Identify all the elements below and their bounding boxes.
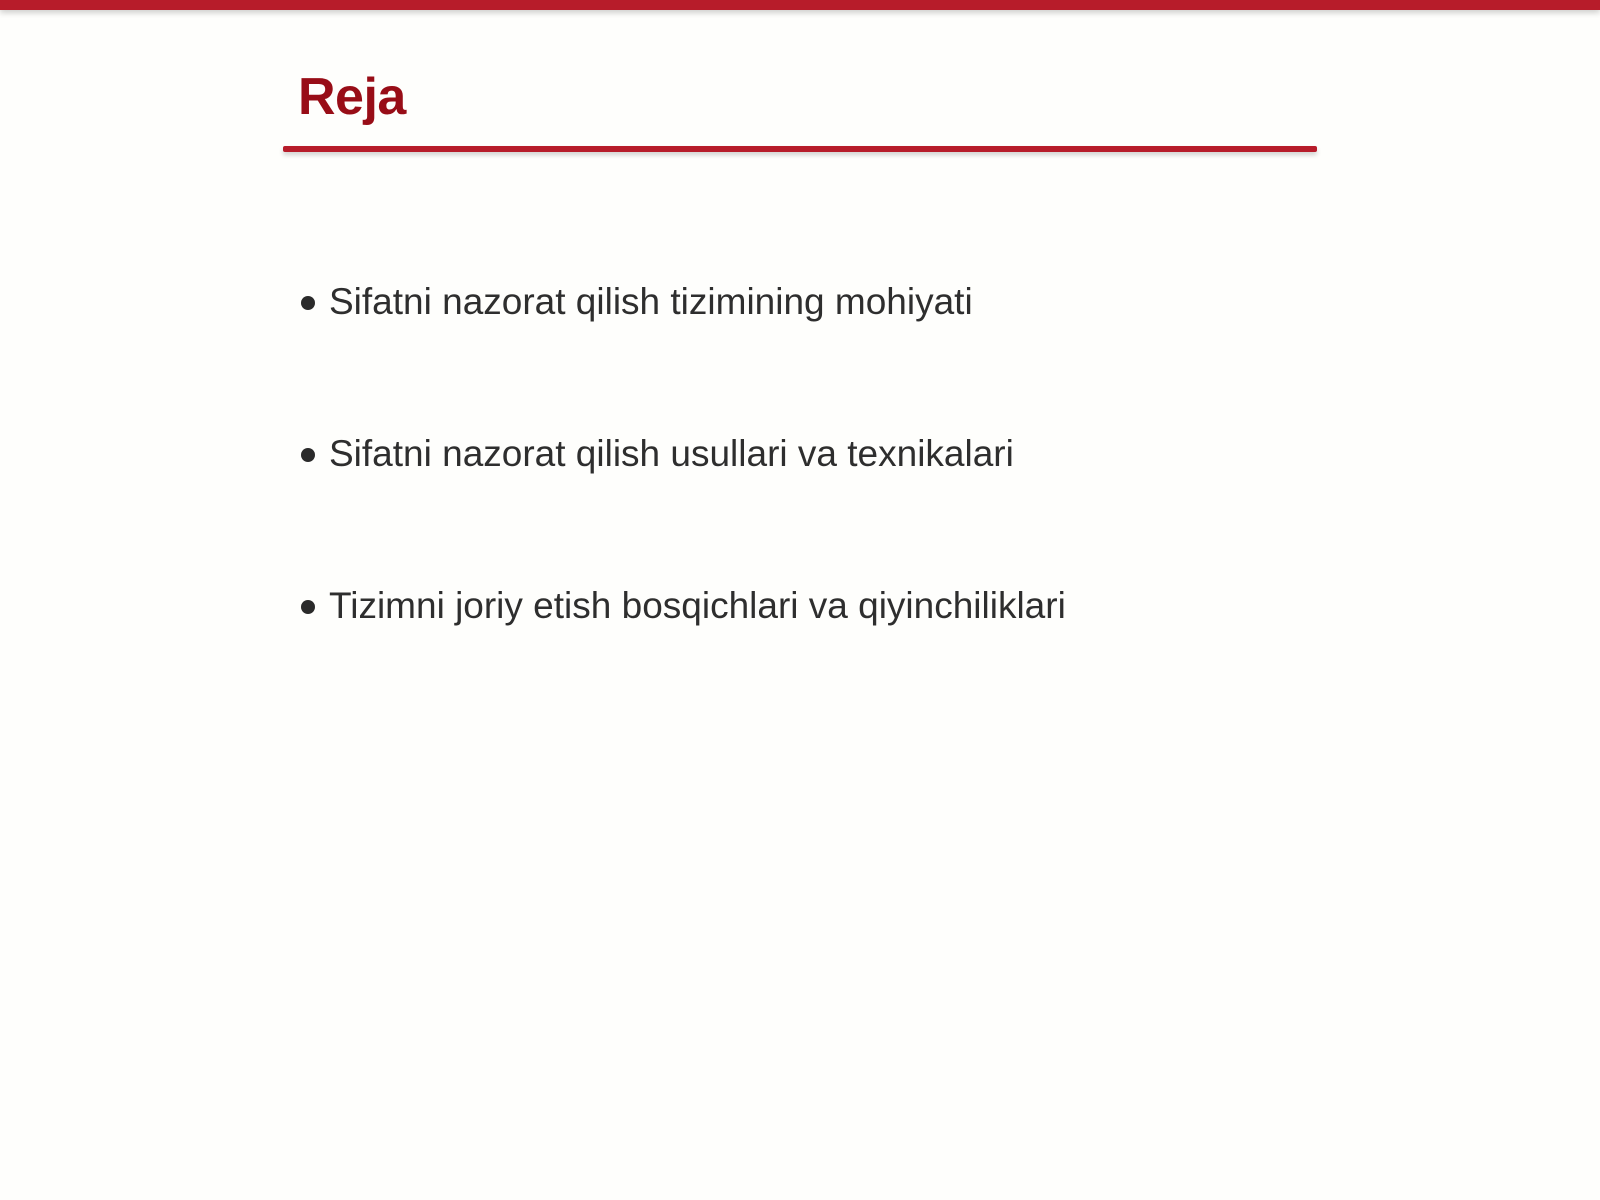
bullet-text: Tizimni joriy etish bosqichlari va qiyinchiliklari bbox=[329, 585, 1066, 626]
bullet-text: Sifatni nazorat qilish tizimining mohiyati bbox=[329, 281, 973, 322]
bullet-icon bbox=[301, 600, 315, 614]
bullet-icon bbox=[301, 448, 315, 462]
bullet-text: Sifatni nazorat qilish usullari va texnikalari bbox=[329, 433, 1014, 474]
top-accent-bar bbox=[0, 0, 1600, 10]
bullet-icon bbox=[301, 296, 315, 310]
slide-title: Reja bbox=[298, 68, 406, 126]
title-underline bbox=[283, 146, 1317, 152]
